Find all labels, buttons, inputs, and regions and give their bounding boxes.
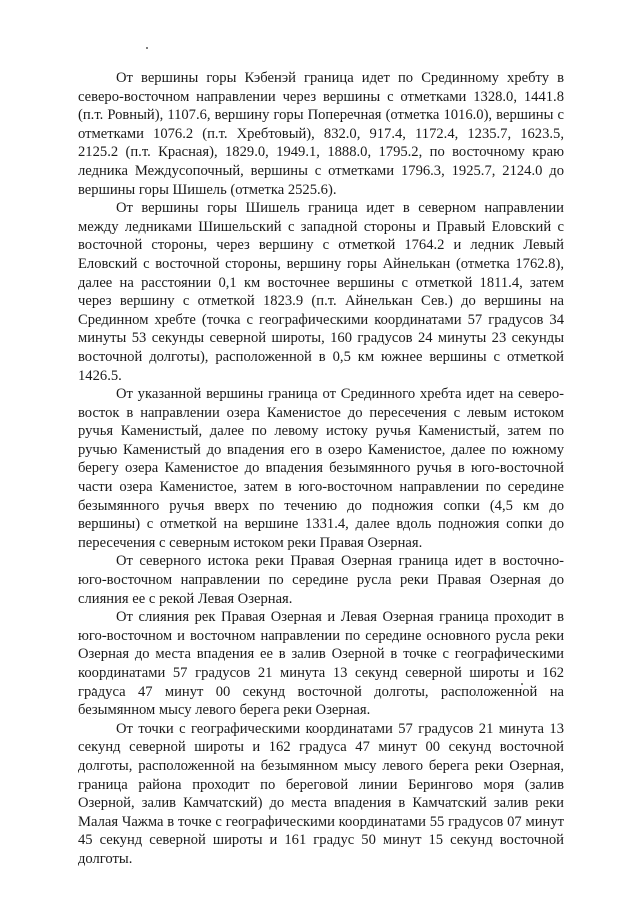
document-body <box>78 69 564 869</box>
paragraph-kebenei-to-shishel: От вершины горы Кэбенэй граница идет по Срединному хребту в северо-восточном направлении через вершины с отметками 1328.0, 1441.8 (п.т. Ровный), 1107.6, вершину горы Поперечная (отметка 1016.0), вершины с отметками 1076.2 (п.т. Хребтовый), 832.0, 917.4, 1172.4, 1235.7, 1623.5, 2125.2 (п.т. Красная), 1829.0, 1949.1, 1888.0, 1795.2, по восточному краю ледника Междусопочный, вершины с отметками 1796.3, 1925.7, 2124.0 до вершины горы Шишель (отметка 2525.6). <box>78 70 564 198</box>
paragraph-pravaya-ozernaya-source: От северного истока реки Правая Озерная граница идет в восточно-юго-восточном направлении по середине русла реки Правая Озерная до слияния ее с рекой Левая Озерная. <box>78 553 564 607</box>
paragraph-ridge-to-pravaya-ozernaya: От указанной вершины граница от Срединного хребта идет на северо-восток в направлении озера Каменистое до пересечения с левым истоком ручья Каменистый, далее по левому истоку ручья Каменистый, затем по ручью Каменистый до впадения его в озеро Каменистое, далее по южному берегу озера Каменистое до впадения безымянного ручья в юго-восточной части озера Каменистое, затем в юго-восточном направлении по середине безымянного ручья вверх по течению до подножия сопки (4,5 км до вершины) с отметкой на вершине 1331.4, далее вдоль подножия сопки до пересечения с северным истоком реки Правая Озерная. <box>78 386 564 551</box>
paragraph-ozernaya-confluence: От слияния рек Правая Озерная и Левая Озерная граница проходит в юго-восточном и восточном направлении по середине основного русла реки Озерная до места впадения ее в залив Озерной в точке с географическими координатами 57 градусов 21 минута 13 секунд северной широты и 162 градуса 47 минут 00 секунд восточной долготы, расположенной на безымянном мысу левого берега реки Озерная. <box>78 609 564 719</box>
paragraph-bering-sea-coastline: От точки с географическими координатами 57 градусов 21 минута 13 секунд северной широты и 162 градуса 47 минут 00 секунд восточной долготы, расположенной на безымянном мысу левого берега реки Озерная, граница района проходит по береговой линии Берингово моря (залив Озерной, залив Камчатский) до места впадения в Камчатский залив реки Малая Чажма в точке с географическими координатами 55 градусов 07 минут 45 секунд северной широты и 161 градус 50 минут 15 секунд восточной долготы. <box>78 720 564 867</box>
paragraph-shishel-to-sredinny-ridge: От вершины горы Шишель граница идет в северном направлении между ледниками Шишельский с западной стороны и Правый Еловский с восточной стороны, через вершину с отметкой 1764.2 и ледник Левый Еловский с восточной стороны, вершину горы Айнелькан (отметка 1762.8), далее на расстоянии 0,1 км восточнее вершины с отметкой 1811.4, затем через вершину с отметкой 1823.9 (п.т. Айнелькан Сев.) до вершины на Срединном хребте (точка с географическими координатами 57 градусов 34 минуты 53 секунды северной широты, 160 градусов 24 минуты 23 секунды восточной долготы), расположенной в 0,5 км южнее вершины с отметкой 1426.5. <box>78 200 564 384</box>
scan-speck-top <box>146 47 148 49</box>
